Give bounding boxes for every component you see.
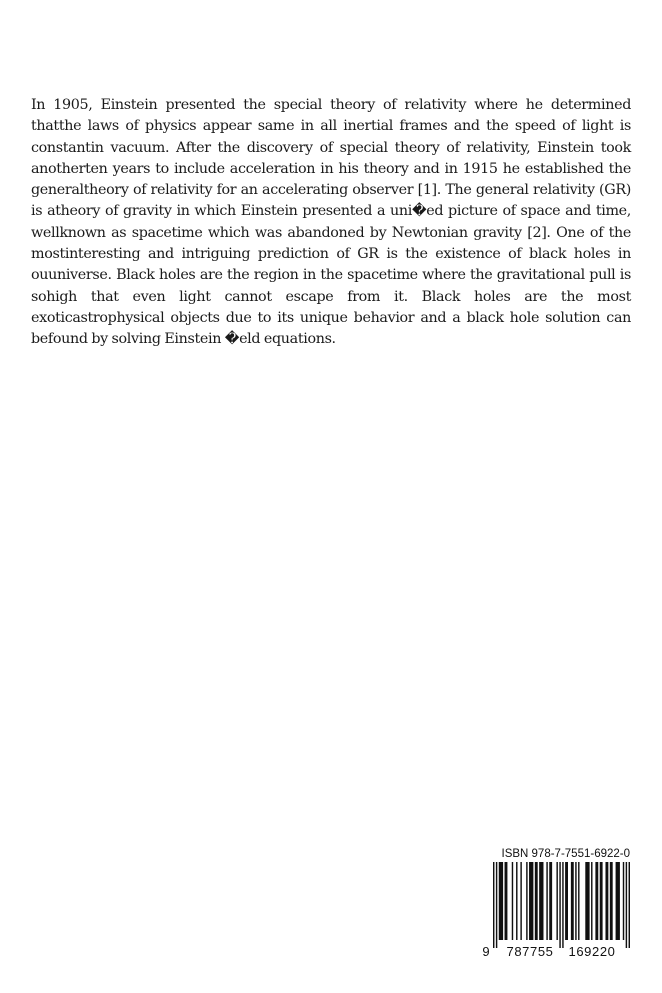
barcode-bar bbox=[605, 862, 608, 940]
barcode-bar bbox=[549, 862, 552, 940]
barcode-bar bbox=[559, 862, 560, 948]
barcode-bar bbox=[516, 862, 517, 940]
barcode-bar bbox=[529, 862, 533, 940]
barcode-bar bbox=[585, 862, 589, 940]
barcode-bar bbox=[539, 862, 543, 940]
barcode-bar bbox=[565, 862, 568, 940]
barcode-bar bbox=[505, 862, 508, 940]
isbn-barcode-block bbox=[480, 847, 630, 959]
barcode-bar bbox=[616, 862, 620, 940]
barcode-bar bbox=[578, 862, 579, 940]
barcode-lead-digit: 9 bbox=[482, 944, 490, 958]
barcode-bar bbox=[496, 862, 497, 948]
barcode-bar bbox=[571, 862, 574, 940]
barcode-graphic bbox=[480, 862, 630, 958]
barcode-bar bbox=[600, 862, 603, 940]
barcode-bar bbox=[575, 862, 576, 940]
barcode-bars bbox=[493, 862, 630, 948]
barcode-bar bbox=[562, 862, 563, 948]
barcode-bar bbox=[499, 862, 503, 940]
barcode-left-digits: 787755 bbox=[506, 944, 554, 958]
back-cover-blurb: In 1905, Einstein presented the special theory of relativity where he determined thatthe laws of physics appear same in all inertial frames and the speed of light is constantin vacuum. After the discovery of special theory of relativity, Einstein took anotherten years to include acceleration in his theory and in 1915 he established the generaltheory of relativity for an accelerating observer [1]. The general relativity (GR) is atheory of gravity in which Einstein presented a uni�ed picture of space and time, wellknown as spacetime which was abandoned by Newtonian gravity [2]. One of the mostinteresting and intriguing prediction of GR is the existence of black holes in ouuniverse. Black holes are the region in the spacetime where the gravitational pull is sohigh that even light cannot escape from it. Black holes are the most exoticastrophysical objects due to its unique behavior and a black hole solution can befound by solving Einstein �eld equations. bbox=[31, 97, 631, 348]
barcode-bar bbox=[626, 862, 627, 948]
barcode-right-digits: 169220 bbox=[568, 944, 616, 958]
barcode-bar bbox=[520, 862, 521, 940]
barcode-bar bbox=[595, 862, 598, 940]
barcode-bar bbox=[512, 862, 513, 940]
barcode-bar bbox=[526, 862, 527, 940]
barcode-bar bbox=[629, 862, 630, 948]
barcode-bar bbox=[546, 862, 547, 940]
barcode-bar bbox=[493, 862, 494, 948]
barcode-bar bbox=[591, 862, 592, 940]
barcode-bar bbox=[610, 862, 613, 940]
barcode-bar bbox=[556, 862, 557, 940]
barcode-bar bbox=[623, 862, 624, 940]
isbn-label: ISBN 978-7-7551-6922-0 bbox=[501, 848, 630, 860]
barcode-bar bbox=[535, 862, 538, 940]
